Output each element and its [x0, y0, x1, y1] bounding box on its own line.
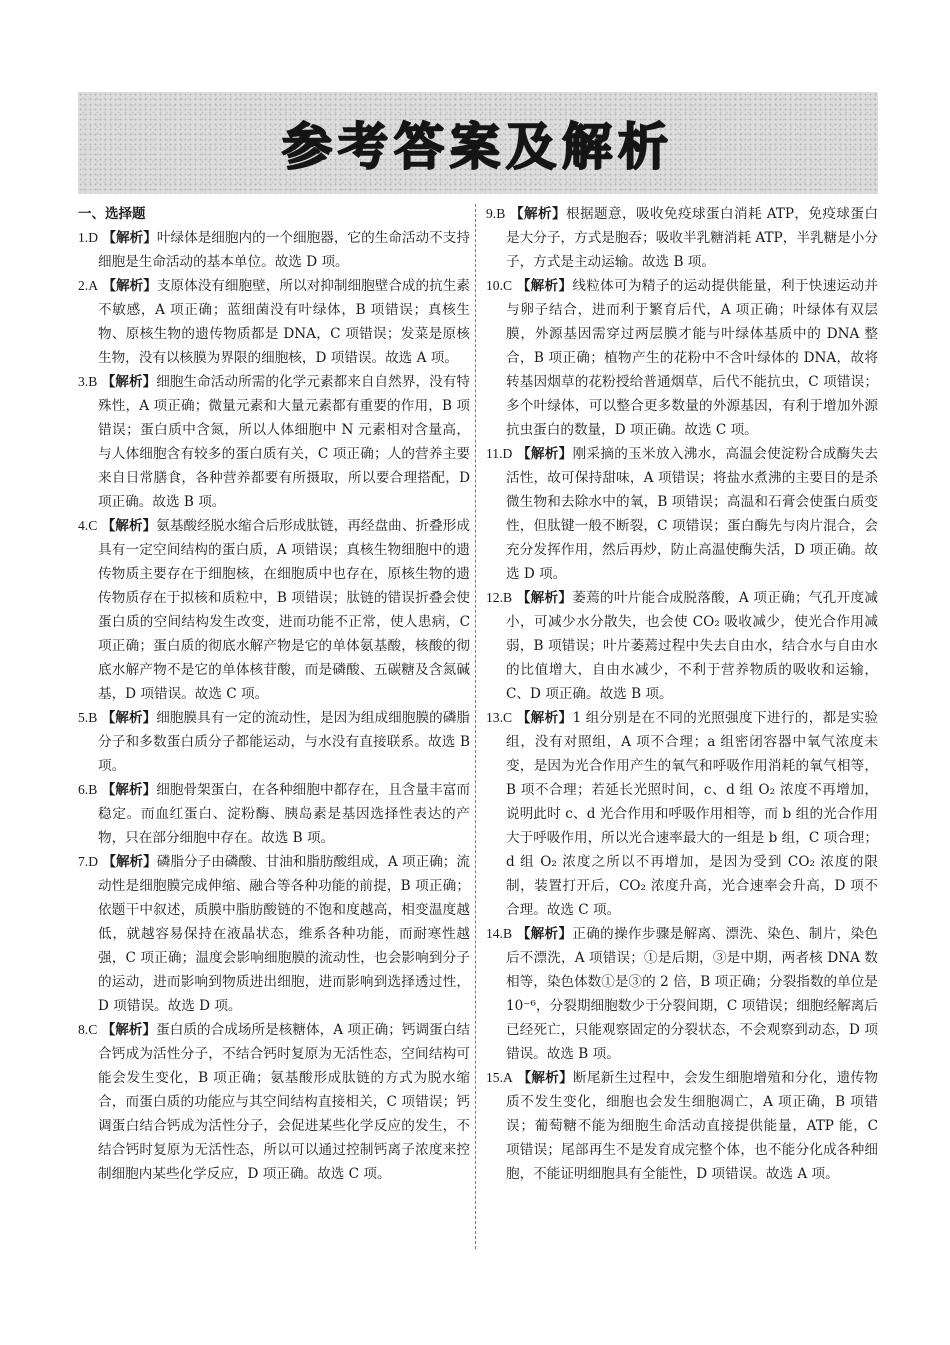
answer-number: 2. — [78, 278, 89, 293]
answer-item — [486, 922, 878, 1066]
answer-number: 6. — [78, 782, 89, 797]
section-title: 一、选择题 — [78, 206, 146, 222]
analysis-tag: 【解析】 — [102, 278, 157, 294]
analysis-tag: 【解析】 — [101, 782, 157, 798]
analysis-text: 正确的操作步骤是解离、漂洗、染色、制片，染色后不漂洗，A 项错误；①是后期，③是中期，两者核 DNA 数相等，染色体数①是③的 2 倍，B 项正确；分裂指数的单位是 10⁻⁶，分裂期细胞数少于分裂间期，C 项错误；细胞经解离后已经死亡，只能观察固定的分裂状态，不会观察到动态，D 项错误。故选 B 项。 — [506, 926, 879, 1062]
answer-number: 7. — [78, 854, 89, 869]
answer-item — [486, 1066, 878, 1186]
column-divider — [475, 204, 476, 1249]
answer-number: 10. — [486, 278, 503, 293]
answer-item — [486, 442, 878, 586]
analysis-text: 1 组分别是在不同的光照强度下进行的，都是实验组，没有对照组，A 项不合理；a 组密闭容器中氧气浓度未变，是因为光合作用产生的氧气和呼吸作用消耗的氧气相等，B 项不合理；若延长光照时间，c、d 组 O₂ 浓度不再增加，说明此时 c、d 光合作用和呼吸作用相等，而 b 组的光合作用大于呼吸作用，所以光合速率最大的一组是 b 组，C 项合理；d 组 O₂ 浓度之所以不再增加，是因为受到 CO₂ 浓度的限制，装置打开后，CO₂ 浓度升高，光合速率会升高，D 项不合理。故选 C 项。 — [506, 710, 879, 918]
analysis-tag: 【解析】 — [101, 710, 157, 726]
answer-item — [78, 850, 470, 1018]
answer-choice: C — [503, 278, 513, 293]
analysis-tag: 【解析】 — [101, 518, 157, 534]
answer-choice: B — [503, 926, 513, 941]
analysis-text: 支原体没有细胞壁，所以对抑制细胞壁合成的抗生素不敏感，A 项正确；蓝细菌没有叶绿体，B 项错误；真核生物、原核生物的遗传物质都是 DNA，C 项错误；发菜是原核生物，没有以核膜为界限的细胞核，D 项错误。故选 A 项。 — [98, 278, 470, 366]
page-title: 参考答案及解析 — [282, 118, 674, 176]
analysis-text: 细胞生命活动所需的化学元素都来自自然界，没有特殊性，A 项正确；微量元素和大量元素都有重要的作用，B 项错误；蛋白质中含氮，所以人体细胞中 N 元素相对含量高，与人体细胞含有较多的蛋白质有关，C 项正确；人的营养主要来自日常膳食，各种营养都要有所摄取，所以要合理搭配，D 项正确。故选 B 项。 — [98, 374, 470, 510]
answer-item — [78, 370, 470, 514]
right-column — [486, 202, 878, 1186]
answer-number: 3. — [78, 374, 89, 389]
analysis-tag: 【解析】 — [101, 374, 157, 390]
answer-choice: D — [88, 230, 99, 245]
answer-number: 4. — [78, 518, 89, 533]
answer-item — [486, 586, 878, 706]
answer-item — [78, 514, 470, 706]
answer-item — [78, 226, 470, 274]
analysis-text: 磷脂分子由磷酸、甘油和脂肪酸组成，A 项正确；流动性是细胞膜完成伸缩、融合等各种功能的前提，B 项正确；依题干中叙述，质膜中脂肪酸链的不饱和度越高，相变温度越低，就越容易保持在液晶状态，维系各种功能，而耐寒性越强，C 项正确；温度会影响细胞膜的流动性，也会影响到分子的运动，进而影响到物质进出细胞，进而影响到选择透过性，D 项错误。故选 D 项。 — [98, 854, 470, 1014]
answer-number: 15. — [486, 1070, 503, 1085]
answer-choice: B — [503, 590, 513, 605]
analysis-text: 刚采摘的玉米放入沸水，高温会使淀粉合成酶失去活性，故可保持甜味，A 项错误；将盐水煮沸的主要目的是杀微生物和去除水中的氧，B 项错误；高温和石膏会使蛋白质变性，但肽键一般不断裂，C 项错误；蛋白酶先与肉片混合，会充分发挥作用，然后再炒，防止高温使酶失活，D 项正确。故选 D 项。 — [506, 446, 879, 582]
answer-choice: B — [496, 206, 506, 221]
answer-item — [486, 706, 878, 922]
answer-number: 11. — [486, 446, 503, 461]
answer-item — [78, 778, 470, 850]
answer-choice: B — [88, 710, 98, 725]
analysis-tag: 【解析】 — [517, 1070, 573, 1086]
analysis-text: 细胞膜具有一定的流动性，是因为组成细胞膜的磷脂分子和多数蛋白质分子都能运动，与水没有直接联系。故选 B 项。 — [98, 710, 470, 774]
answer-number: 1. — [78, 230, 89, 245]
analysis-text: 断尾新生过程中，会发生细胞增殖和分化，遗传物质不发生变化，细胞也会发生细胞凋亡，A 项正确，B 项错误；葡萄糖不能为细胞生命活动直接提供能量，ATP 能，C 项错误；尾部再生不是发育成完整个体，也不能分化成各种细胞，不能证明细胞具有全能性，D 项错误。故选 A 项。 — [506, 1070, 878, 1182]
analysis-text: 线粒体可为精子的运动提供能量，利于快速运动并与卵子结合，进而利于繁育后代，A 项正确；叶绿体有双层膜，外源基因需穿过两层膜才能与叶绿体基质中的 DNA 整合，B 项正确；植物产生的花粉中不含叶绿体的 DNA，故将转基因烟草的花粉授给普通烟草，后代不能抗虫，C 项错误；多个叶绿体，可以整合更多数量的外源基因，有利于增加外源抗虫蛋白的数量，D 项正确。故选 C 项。 — [506, 278, 879, 438]
analysis-tag: 【解析】 — [516, 278, 573, 294]
analysis-tag: 【解析】 — [516, 926, 573, 942]
answer-choice: A — [88, 278, 99, 293]
answer-list-left — [78, 226, 470, 1186]
answer-number: 9. — [486, 206, 497, 221]
answer-choice: D — [502, 446, 513, 461]
answer-item — [78, 1018, 470, 1186]
answer-choice: C — [88, 518, 98, 533]
answer-choice: B — [88, 374, 98, 389]
analysis-tag: 【解析】 — [516, 446, 573, 462]
analysis-text: 氨基酸经脱水缩合后形成肽链，再经盘曲、折叠形成具有一定空间结构的蛋白质，A 项错误；真核生物细胞中的遗传物质主要存在于细胞核，在细胞质中也存在，原核生物的遗传物质存在于拟核和质粒中，B 项错误；肽链的错误折叠会使蛋白质的空间结构发生改变，进而功能不正常，使人患病，C 项正确；蛋白质的彻底水解产物是它的单体氨基酸，核酸的彻底水解产物不是它的单体核苷酸，而是磷酸、五碳糖及含氮碱基，D 项错误。故选 C 项。 — [98, 518, 470, 702]
answer-choice: A — [503, 1070, 513, 1085]
answer-number: 8. — [78, 1022, 89, 1037]
answer-number: 12. — [486, 590, 503, 605]
answer-item — [78, 706, 470, 778]
answer-number: 13. — [486, 710, 503, 725]
answer-choice: B — [88, 782, 98, 797]
analysis-tag: 【解析】 — [516, 710, 573, 726]
analysis-tag: 【解析】 — [516, 590, 573, 606]
title-banner — [78, 92, 878, 194]
left-column — [78, 202, 470, 1186]
answer-item — [486, 274, 878, 442]
analysis-tag: 【解析】 — [102, 854, 157, 870]
answer-item — [486, 202, 878, 274]
answer-choice: C — [503, 710, 513, 725]
answer-number: 14. — [486, 926, 503, 941]
answer-number: 5. — [78, 710, 89, 725]
analysis-text: 根据题意，吸收免疫球蛋白消耗 ATP，免疫球蛋白是大分子，方式是胞吞；吸收半乳糖消耗 ATP，半乳糖是小分子，方式是主动运输。故选 B 项。 — [506, 206, 879, 270]
analysis-tag: 【解析】 — [101, 1022, 157, 1038]
analysis-text: 萎蔫的叶片能合成脱落酸，A 项正确；气孔开度减小，可减少水分散失，也会使 CO₂ 吸收减少，使光合作用减弱，B 项错误；叶片萎蔫过程中失去自由水，结合水与自由水的比值增大，自由水减少，不利于营养物质的吸收和运输，C、D 项正确。故选 B 项。 — [506, 590, 879, 702]
analysis-text: 细胞骨架蛋白，在各种细胞中都存在，且含量丰富而稳定。而血红蛋白、淀粉酶、胰岛素是基因选择性表达的产物，只在部分细胞中存在。故选 B 项。 — [98, 782, 470, 846]
answer-list-right — [486, 202, 878, 1186]
analysis-tag: 【解析】 — [510, 206, 567, 222]
answer-choice: D — [88, 854, 99, 869]
analysis-text: 叶绿体是细胞内的一个细胞器，它的生命活动不支持细胞是生命活动的基本单位。故选 D 项。 — [98, 230, 470, 270]
answer-choice: C — [88, 1022, 98, 1037]
analysis-text: 蛋白质的合成场所是核糖体，A 项正确；钙调蛋白结合钙成为活性分子，不结合钙时复原为无活性态，空间结构可能会发生变化，B 项正确；氨基酸形成肽链的方式为脱水缩合，而蛋白质的功能应与其空间结构直接相关，C 项错误；钙调蛋白结合钙成为活性分子，会促进某些化学反应的发生，不结合钙时复原为无活性态，所以可以通过控制钙离子浓度来控制细胞内某些化学反应，D 项正确。故选 C 项。 — [98, 1022, 471, 1182]
answer-item — [78, 274, 470, 370]
analysis-tag: 【解析】 — [102, 230, 157, 246]
